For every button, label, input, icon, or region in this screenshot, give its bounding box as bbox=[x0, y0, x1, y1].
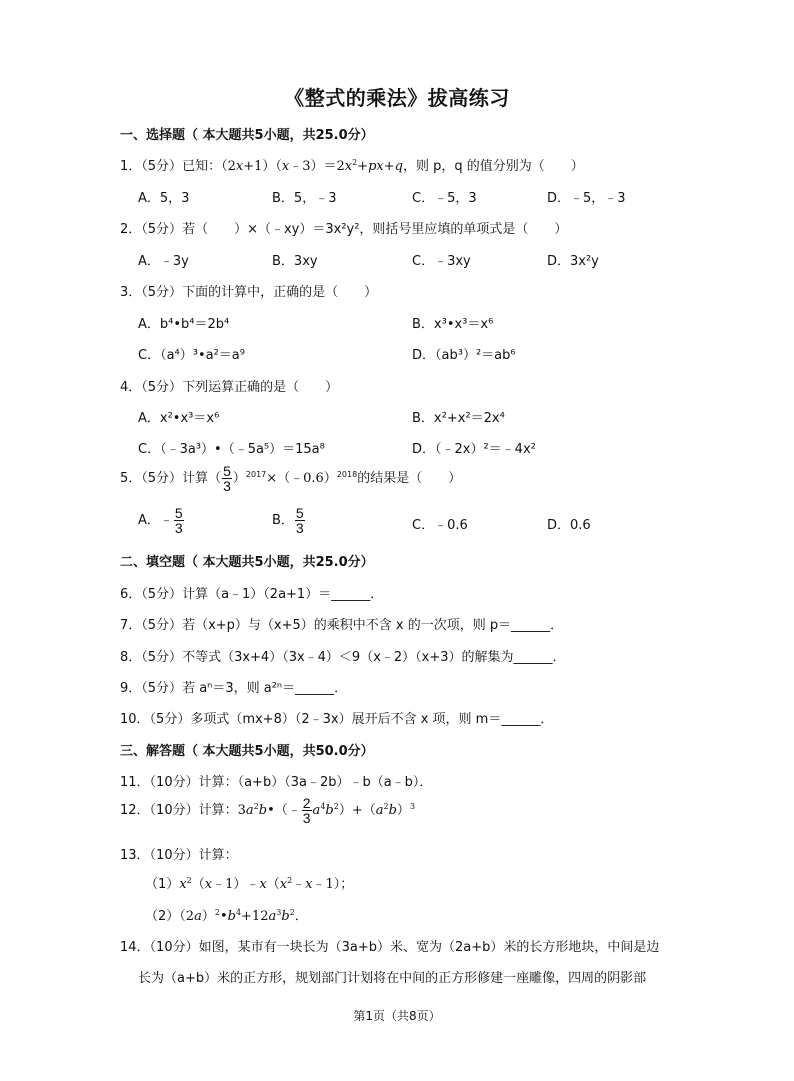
question-tail: 的结果是（ ） bbox=[357, 471, 462, 486]
exponent: 2017 bbox=[245, 470, 267, 479]
question-score: （5分） bbox=[141, 471, 183, 486]
question-8: 8．（5分）不等式（3x+4）（3x﹣4）＜9（x﹣2）（x+3）的解集为______． bbox=[120, 650, 566, 665]
option-c: C．﹣0.6 bbox=[412, 518, 468, 533]
question-tail: 则 p，q 的值分别为（ ） bbox=[416, 159, 584, 174]
question-number: 5． bbox=[120, 471, 142, 486]
option-d: D．（﹣2x）²＝﹣4x² bbox=[412, 442, 536, 457]
question-13-part-1: $(1)x^2(x﹣1)﹣x(x^2﹣x﹣1)$； bbox=[145, 876, 354, 892]
question-text: 已知： bbox=[182, 159, 222, 174]
option-b: B．x²+x²＝2x⁴ bbox=[412, 411, 505, 426]
question-text: 计算 bbox=[182, 471, 209, 486]
question-number: 4． bbox=[120, 380, 142, 395]
option-d: D．3x²y bbox=[547, 254, 599, 269]
fraction: $\frac{5}{3}$ bbox=[223, 463, 231, 494]
question-1 bbox=[120, 155, 584, 174]
question-14: 14．（10分）如图，某市有一块长为（3a+b）米、宽为（2a+b）米的长方形地块，中间是边 bbox=[120, 940, 660, 955]
option-d: D．﹣5，﹣3 bbox=[547, 191, 626, 206]
question-10: 10．（5分）多项式（mx+8）（2﹣3x）展开后不含 x 项，则 m＝______． bbox=[120, 712, 554, 727]
question-number: 2． bbox=[120, 222, 142, 237]
question-11: 11．（10分）计算：（a+b）（3a﹣2b）﹣b（a﹣b）． bbox=[120, 775, 433, 790]
question-score: （5分） bbox=[141, 285, 183, 300]
question-text: 下面的计算中，正确的是（ ） bbox=[182, 285, 378, 300]
option-c: C．（a⁴）³•a²＝a⁹ bbox=[138, 348, 245, 363]
option-b: B．5，﹣3 bbox=[272, 191, 337, 206]
option-b: B． $\frac{5}{3}$ bbox=[272, 505, 304, 536]
option-a: A．b⁴•b⁴＝2b⁴ bbox=[138, 317, 230, 332]
option-d: D．0.6 bbox=[547, 518, 591, 533]
option-a: A．x²•x³＝x⁶ bbox=[138, 411, 220, 426]
question-4 bbox=[120, 376, 338, 395]
question-12: 12．（10分）计算：$3a^2b•(﹣$ $\frac{2}{3}$ $a^4b^2)+(a^2b)^3$ bbox=[120, 795, 416, 826]
question-5: 5．（5分）计算（ $\frac{5}{3}$ ）$^{2017}$×（﹣0.6）$^{2018}$的结果是（ ） bbox=[120, 463, 462, 494]
fraction: $\frac{5}{3}$ bbox=[295, 505, 304, 536]
option-a: A．﹣3y bbox=[138, 254, 189, 269]
question-score: （5分） bbox=[141, 380, 183, 395]
option-d: D．（ab³）²＝ab⁶ bbox=[412, 348, 516, 363]
page-title: 《整式的乘法》拔高练习 bbox=[284, 86, 510, 110]
math-expression: $(2x+1)(x﹣3)=2x^2+px+q$， bbox=[221, 158, 417, 174]
option-b: B．3xy bbox=[272, 254, 318, 269]
question-text: 下列运算正确的是（ ） bbox=[182, 380, 339, 395]
section-heading-solve: 三、解答题（ 本大题共5小题，共50.0分） bbox=[120, 744, 374, 759]
question-14-continued: 长为（a+b）米的正方形，规划部门计划将在中间的正方形修建一座雕像，四周的阴影部 bbox=[138, 971, 647, 986]
question-number: 1． bbox=[120, 159, 142, 174]
question-6: 6．（5分）计算（a﹣1）（2a+1）＝______． bbox=[120, 587, 384, 602]
option-a: A．﹣ $\frac{5}{3}$ bbox=[138, 505, 183, 536]
question-score: （5分） bbox=[141, 159, 183, 174]
question-2 bbox=[120, 218, 567, 237]
page-footer: 第1页（共8页） bbox=[353, 1009, 441, 1023]
question-9: 9．（5分）若 aⁿ＝3，则 a²ⁿ＝______． bbox=[120, 681, 348, 696]
section-heading-fill: 二、填空题（ 本大题共5小题，共25.0分） bbox=[120, 555, 374, 570]
option-c: C．（﹣3a³）•（﹣5a⁵）＝15a⁸ bbox=[138, 442, 325, 457]
exponent: 2018 bbox=[336, 470, 358, 479]
fraction: $\frac{2}{3}$ bbox=[302, 795, 311, 826]
question-3 bbox=[120, 281, 377, 300]
question-13: 13．（10分）计算： bbox=[120, 848, 238, 863]
option-c: C．﹣3xy bbox=[412, 254, 471, 269]
question-number: 3． bbox=[120, 285, 142, 300]
question-score: （5分） bbox=[141, 222, 183, 237]
question-13-part-2: $(2)(2a)^2•b^4+12a^3b^2$． bbox=[145, 908, 308, 924]
fraction: $\frac{5}{3}$ bbox=[174, 505, 183, 536]
question-7: 7．（5分）若（x+p）与（x+5）的乘积中不含 x 的一次项，则 p＝______． bbox=[120, 618, 564, 633]
option-c: C．﹣5，3 bbox=[412, 191, 477, 206]
question-text: 若（ ）×（﹣xy）＝3x²y²，则括号里应填的单项式是（ ） bbox=[182, 222, 568, 237]
option-b: B．x³•x³＝x⁶ bbox=[412, 317, 494, 332]
section-heading-choice: 一、选择题（ 本大题共5小题，共25.0分） bbox=[120, 128, 374, 143]
option-a: A．5，3 bbox=[138, 191, 190, 206]
